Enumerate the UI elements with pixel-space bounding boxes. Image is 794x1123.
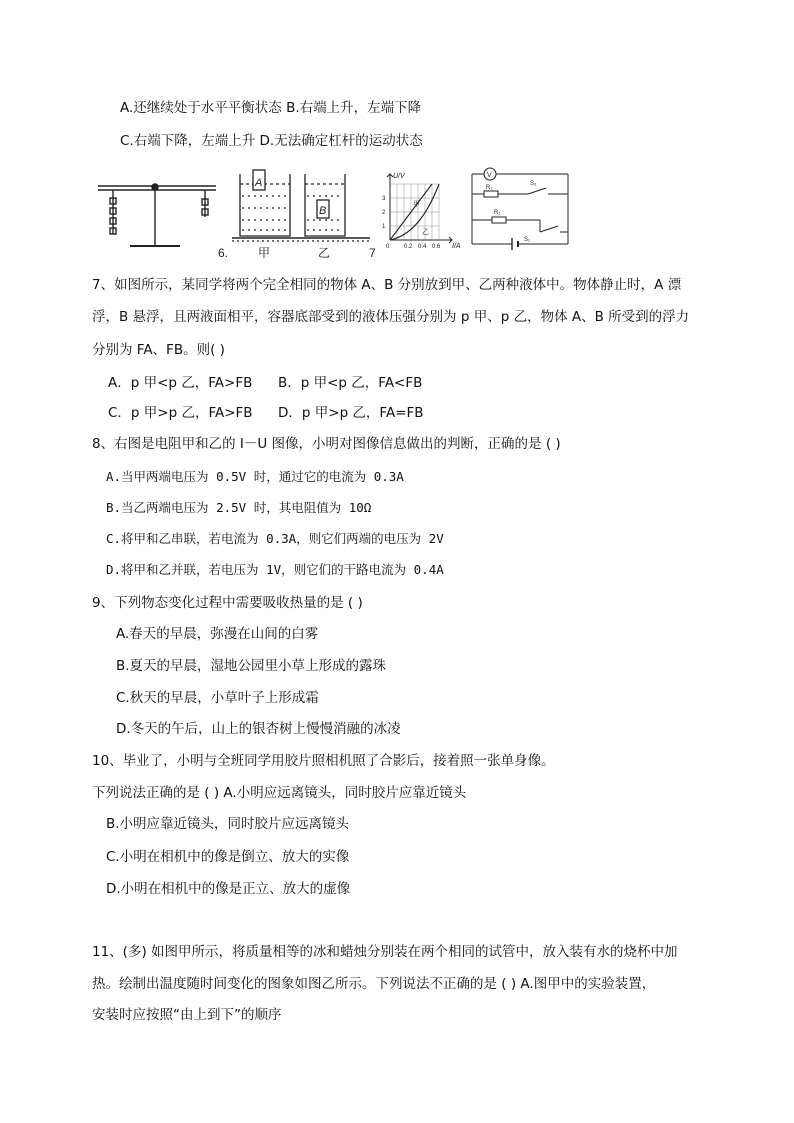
lever-figure	[98, 184, 216, 246]
q8-option-a: A.当甲两端电压为 0.5V 时，通过它的电流为 0.3A	[106, 469, 404, 484]
q9-option-c: C.秋天的早晨，小草叶子上形成霜	[116, 690, 319, 706]
graph-y-tick: 3	[382, 196, 386, 202]
q9-option-a: A.春天的早晨，弥漫在山间的白雾	[116, 626, 319, 642]
q11-stem-line2: 热。绘制出温度随时间变化的图象如图乙所示。下列说法不正确的是 ( ) A.图甲中的实验装置，	[92, 976, 656, 992]
beakers-figure	[232, 170, 370, 241]
q10-option-d: D.小明在相机中的像是正立、放大的虚像	[106, 881, 351, 897]
figures-row	[0, 162, 794, 262]
graph-x-tick: 0.2	[404, 244, 413, 250]
circuit-figure	[472, 168, 568, 250]
graph-y-tick: 1	[382, 224, 386, 230]
q8-option-c: C.将甲和乙串联，若电流为 0.3A，则它们两端的电压为 2V	[106, 531, 444, 546]
circuit-r2-label: R₂	[486, 185, 493, 191]
q6-options-row1: A.还继续处于水平平衡状态 B.右端上升，左端下降	[120, 100, 422, 116]
circuit-voltmeter-label: V	[487, 172, 492, 179]
graph-y-axis-label: U/V	[393, 173, 405, 180]
beaker-b-label: B	[319, 205, 327, 217]
graph-x-axis-label: I/A	[452, 243, 461, 250]
graph-y-tick: 2	[382, 210, 386, 216]
q10-stem-line1: 10、毕业了，小明与全班同学用胶片照相机照了合影后，接着照一张单身像。	[92, 753, 555, 769]
q11-stem-line1: 11、(多) 如图甲所示，将质量相等的冰和蜡烛分别装在两个相同的试管中，放入装有水的烧杯中加	[92, 944, 678, 960]
q7-option-b: B．p 甲<p 乙，FA<FB	[278, 375, 423, 391]
q11-stem-line3: 安装时应按照“由上到下”的顺序	[92, 1007, 282, 1023]
q6-options-row2: C.右端下降，左端上升 D.无法确定杠杆的运动状态	[120, 133, 423, 149]
q7-option-c: C．p 甲>p 乙，FA>FB	[108, 405, 253, 421]
q7-option-a: A．p 甲<p 乙，FA>FB	[108, 375, 253, 391]
graph-x-tick: 0.6	[432, 244, 441, 250]
q10-option-b: B.小明应靠近镜头，同时胶片应远离镜头	[106, 816, 350, 832]
fig-label-7: 7	[369, 246, 376, 260]
beaker-yi-label: 乙	[318, 246, 331, 260]
q9-stem: 9、下列物态变化过程中需要吸收热量的是 ( )	[92, 595, 363, 611]
q8-option-d: D.将甲和乙并联，若电压为 1V，则它们的干路电流为 0.4A	[106, 562, 444, 577]
q7-stem-line1: 7、如图所示，某同学将两个完全相同的物体 A、B 分别放到甲、乙两种液体中。物体静止时，A 漂	[92, 277, 682, 293]
q10-option-c: C.小明在相机中的像是倒立、放大的实像	[106, 849, 350, 865]
circuit-r1-label: R₁	[494, 210, 501, 216]
graph-x-tick: 0	[386, 244, 390, 250]
q10-stem-line2: 下列说法正确的是 ( ) A.小明应远离镜头，同时胶片应靠近镜头	[92, 785, 467, 801]
q8-stem: 8、右图是电阻甲和乙的 I－U 图像，小明对图像信息做出的判断，正确的是 ( )	[92, 436, 561, 452]
graph-x-tick: 0.4	[418, 244, 427, 250]
q7-stem-line2: 浮，B 悬浮，且两液面相平，容器底部受到的液体压强分别为 p 甲、p 乙，物体 A、B 所受到的浮力	[92, 309, 690, 325]
fig-label-6: 6.	[218, 246, 229, 260]
circuit-s2-label: S₂	[530, 181, 537, 187]
circuit-s1-label: S₁	[524, 237, 531, 243]
iu-graph	[387, 174, 452, 243]
q8-option-b: B.当乙两端电压为 2.5V 时，其电阻值为 10Ω	[106, 500, 372, 515]
graph-curve-yi-label: 乙	[422, 229, 429, 236]
graph-curve-jia-label: 甲	[413, 201, 420, 208]
beaker-a-label: A	[255, 177, 263, 189]
q7-option-d: D．p 甲>p 乙，FA=FB	[278, 405, 424, 421]
q7-stem-line3: 分别为 FA、FB。则( )	[92, 342, 225, 358]
q9-option-b: B.夏天的早晨，湿地公园里小草上形成的露珠	[116, 658, 387, 674]
q9-option-d: D.冬天的午后，山上的银杏树上慢慢消融的冰凌	[116, 721, 401, 737]
beaker-jia-label: 甲	[258, 246, 271, 260]
